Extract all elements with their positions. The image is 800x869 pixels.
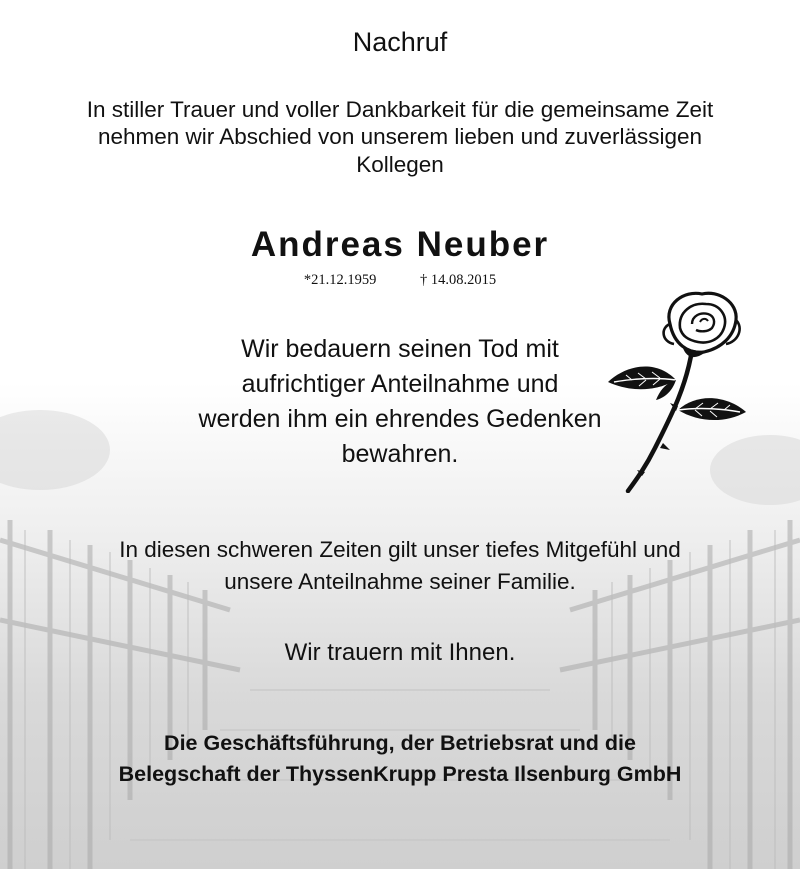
intro-line: In stiller Trauer und voller Dankbarkeit für die gemeinsame Zeit: [86, 97, 714, 122]
paragraph-line: In diesen schweren Zeiten gilt unser tiefes Mitgefühl und: [119, 537, 681, 562]
signature-line: Die Geschäftsführung, der Betriebsrat und die: [164, 731, 636, 755]
paragraph-line: werden ihm ein ehrendes Gedenken: [198, 405, 602, 433]
paragraph-line: aufrichtiger Anteilnahme und: [241, 370, 559, 398]
mourning-line: Wir trauern mit Ihnen.: [284, 639, 516, 666]
paragraph-line: Wir bedauern seinen Tod mit: [241, 335, 559, 363]
paragraph-line: bewahren.: [341, 440, 459, 468]
signature-block: [0, 728, 800, 789]
sympathy-paragraph: [0, 534, 800, 597]
intro-line: Kollegen: [356, 151, 444, 177]
death-date: † 14.08.2015: [420, 272, 497, 288]
deceased-name: Andreas Neuber: [250, 225, 550, 264]
condolence-paragraph: [0, 332, 800, 472]
signature-line: Belegschaft der ThyssenKrupp Presta Ilsenburg GmbH: [118, 761, 682, 786]
intro-text: [0, 96, 800, 178]
page-title: Nachruf: [352, 27, 448, 57]
intro-line: nehmen wir Abschied von unserem lieben und zuverlässigen: [97, 124, 703, 150]
paragraph-line: unsere Anteilnahme seiner Familie.: [224, 568, 576, 594]
birth-date: *21.12.1959: [303, 272, 377, 288]
